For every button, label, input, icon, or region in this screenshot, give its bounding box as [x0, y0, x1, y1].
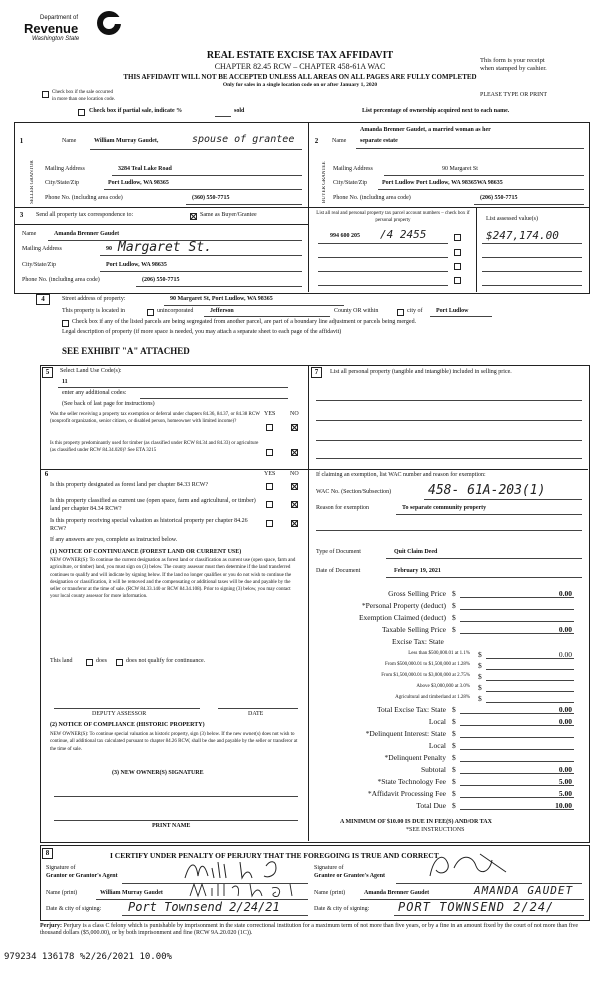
seller-city-label: City/State/Zip [45, 180, 79, 186]
personal-property-line-3[interactable] [316, 440, 582, 441]
taxable-label: Taxable Selling Price [381, 625, 446, 634]
section-5-number: 5 [42, 367, 53, 378]
dor-logo-icon [94, 8, 124, 38]
new-owner-sig-line-1[interactable] [54, 796, 298, 797]
sold-label: sold [234, 108, 245, 114]
local-value[interactable]: 0.00 [558, 717, 572, 726]
buyer-phone-label: Phone No. (including area code) [333, 195, 411, 201]
document-date-line [386, 577, 582, 578]
legal-label: Legal description of property (if more space is needed, you may attach a separate sheet to each page of the affidavit) [62, 329, 342, 335]
street-label: Street address of property: [62, 296, 126, 302]
new-owner-sig-label: (3) NEW OWNER(S) SIGNATURE [112, 770, 204, 776]
taxable-line [460, 633, 574, 634]
s6-q1-yes-checkbox[interactable] [266, 482, 273, 490]
s6-question-1: Is this property designated as forest land per chapter 84.33 RCW? [50, 482, 209, 488]
section-6-number: 6 [42, 470, 51, 479]
tech-fee-value[interactable]: 5.00 [558, 777, 572, 786]
tier3-line[interactable] [486, 680, 574, 681]
deputy-date-label: DATE [248, 711, 264, 717]
additional-codes-label: enter any additional codes: [62, 390, 127, 396]
section-2-number: 2 [312, 137, 321, 146]
tier5-label: Agricultural and timberland at 1.28% [395, 695, 470, 700]
tier2-line[interactable] [486, 669, 574, 670]
s5-yes-header: YES [264, 411, 276, 417]
local-line [460, 725, 574, 726]
form-warning: THIS AFFIDAVIT WILL NOT BE ACCEPTED UNLESS ALL AREAS ON ALL PAGES ARE FULLY COMPLETED [123, 73, 477, 81]
correspondence-hline [14, 224, 308, 225]
corr-address-prefix[interactable]: 90 [106, 246, 112, 252]
tech-fee-line [460, 785, 574, 786]
notice-1-body: NEW OWNER(S): To continue the current designation as forest land or classification as current use (open space, farm and agriculture, or timber) land, you must sign on (3) below. The county assessor must then determine if the land transferred continues to qualify and will indicate by signing below. If the land no longer qualifies or you do not wish to continue the designation or classification, it will be removed and the compensating or additional taxes will be due and payable by the seller or transferor at the time of sale. (RCW 84.33.140 or RCW 84.34.108). Prior to signing (3) below, you may contact your local county assessor for more information. [50, 558, 296, 600]
property-city[interactable]: Port Ludlow [436, 308, 469, 314]
s6-question-3: Is this property receiving special valuation as historical property per chapter 84.26 RCW? [50, 518, 248, 532]
partial-sale-label: Check box if partial sale, indicate % [89, 108, 183, 114]
correspondence-label: Send all property tax correspondence to: [36, 212, 134, 218]
total-due-line [460, 809, 574, 810]
s5-q2-yes-checkbox[interactable] [266, 448, 273, 456]
assessed-line-3 [482, 271, 582, 272]
assessed-header: List assessed value(s) [486, 216, 538, 222]
document-date[interactable]: February 19, 2021 [394, 568, 441, 574]
parcel-number-prefix[interactable]: 994 600 205 [330, 233, 360, 239]
see-back-note: (See back of last page for instructions) [62, 401, 155, 407]
tier1-line [486, 658, 574, 659]
tier5-line[interactable] [486, 702, 574, 703]
perjury-notice [40, 923, 588, 937]
s5-q2-no-checkbox[interactable] [291, 448, 298, 456]
grantee-date-city-line [394, 915, 584, 916]
s5-question-1: Was the seller receiving a property tax exemption or deferral under chapters 84.36, 84.37, or 84.38 RCW (nonprofit organization, senior citizen, or disabled person, homeowner with limited income)? [50, 412, 260, 424]
minimum-note: A MINIMUM OF $10.00 IS DUE IN FEE(S) AND/OR TAX [340, 819, 492, 825]
taxable-dollar: $ [452, 625, 456, 634]
perjury-text: Perjury is a class C felony which is punishable by imprisonment in the state correctional institution for a maximum term of not more than five years, or by a fine in an amount fixed by the court of not more than five thousand dollars ($5,000.00), or by both imprisonment and fine (RCW 9A.20.020 (1C)). [40, 923, 579, 936]
grantor-sig-label-1: Signature of [46, 865, 76, 871]
grantee-date-city-label: Date & city of signing: [314, 906, 370, 912]
buyer-address[interactable]: 90 Margaret St [442, 166, 478, 172]
s6-q2-yes-checkbox[interactable] [266, 500, 273, 508]
deputy-label: DEPUTY ASSESSOR [92, 711, 147, 717]
tier1-dollar: $ [478, 650, 482, 659]
buyer-name-line1[interactable]: Amanda Brenner Gaudet, a married woman as her [360, 127, 491, 133]
buyer-phone-line [474, 204, 584, 205]
grantor-date-city-label: Date & city of signing: [46, 906, 102, 912]
section-3-number: 3 [17, 211, 26, 220]
personal-property-line-4[interactable] [316, 458, 582, 459]
parcel-line-3 [318, 271, 448, 272]
property-city-line [430, 316, 492, 317]
exhibit-a: SEE EXHIBIT "A" ATTACHED [62, 346, 190, 356]
multi-location-label-2: in more than one location code. [52, 97, 116, 102]
dor-logo [14, 8, 134, 44]
see-instructions: *SEE INSTRUCTIONS [406, 827, 465, 833]
seller-name-handwritten: spouse of grantee [192, 134, 295, 145]
multi-location-checkbox[interactable] [42, 90, 49, 98]
tier1-label: Less than $500,000.01 at 1.1% [408, 651, 470, 656]
subtotal-dollar: $ [452, 765, 456, 774]
form-title: REAL ESTATE EXCISE TAX AFFIDAVIT [206, 50, 394, 61]
buyer-name-label: Name [332, 138, 347, 144]
delinq-local-dollar: $ [452, 741, 456, 750]
corr-address-label: Mailing Address [22, 246, 62, 252]
unincorporated-label: unincorporated [157, 308, 194, 314]
s6-if-yes: If any answers are yes, complete as instructed below. [50, 537, 178, 543]
delinq-penalty-label: *Delinquent Penalty [384, 753, 446, 762]
seller-name-label: Name [62, 138, 77, 144]
reason-line-1 [396, 514, 582, 515]
s5-q1-yes-checkbox[interactable] [266, 423, 273, 431]
multi-location-label-1: Check box if the sale occurred [52, 90, 113, 95]
corr-city-label: City/State/Zip [22, 262, 56, 268]
corr-city-line [100, 271, 302, 272]
local-label: Local [428, 717, 446, 726]
delinq-penalty-line[interactable] [460, 761, 574, 762]
seller-city-line [104, 189, 302, 190]
land-use-code[interactable]: 11 [62, 379, 68, 385]
reason-label: Reason for exemption [316, 505, 369, 511]
perjury-label: Perjury: [40, 923, 62, 929]
corr-name[interactable]: Amanda Brenner Gaudet [54, 231, 120, 237]
assessed-value-handwritten: $247,174.00 [486, 229, 559, 242]
wac-label: WAC No. (Section/Subsection) [316, 489, 392, 495]
reason-line-2[interactable] [316, 530, 582, 531]
subtotal-value[interactable]: 0.00 [558, 765, 572, 774]
buyer-phone[interactable]: (206) 550-7715 [480, 195, 518, 201]
print-name-label: PRINT NAME [152, 823, 191, 829]
this-land-label: This land [50, 658, 73, 664]
delinq-state-dollar: $ [452, 729, 456, 738]
does-label: does [96, 658, 107, 664]
grantor-date-city[interactable]: Port Townsend 2/24/21 [128, 900, 280, 914]
county-label: County OR within [334, 308, 379, 314]
corr-phone-line [136, 286, 302, 287]
s6-no-header: NO [290, 471, 299, 477]
land-use-label: Select Land Use Code(s): [60, 368, 122, 374]
sections-5-7-divider [308, 365, 309, 841]
seller-address-label: Mailing Address [45, 166, 85, 172]
partial-sale-checkbox[interactable] [78, 108, 85, 116]
delinq-local-label: Local [428, 741, 446, 750]
does-not-checkbox[interactable] [116, 658, 123, 666]
section-8-number: 8 [42, 848, 53, 859]
corr-phone[interactable]: (206) 550-7715 [142, 277, 180, 283]
corr-name-label: Name [22, 231, 37, 237]
buyer-city[interactable]: Port Ludlow Port Ludlow, WA 98365WA 98635 [382, 180, 503, 186]
total-state-line [460, 713, 574, 714]
parties-hline-1 [14, 207, 589, 208]
total-due-label: Total Due [416, 801, 446, 810]
delinq-state-line[interactable] [460, 737, 574, 738]
wac-line [424, 499, 582, 500]
unincorporated-checkbox[interactable] [147, 308, 154, 316]
buyer-name-rule [356, 148, 584, 149]
buyer-name-line2[interactable]: separate estate [360, 138, 398, 144]
taxable-value[interactable]: 0.00 [558, 625, 572, 634]
parcel-3-checkbox[interactable] [454, 262, 461, 270]
grantee-name-handwritten: AMANDA GAUDET [474, 884, 574, 897]
affidavit-fee-dollar: $ [452, 789, 456, 798]
affidavit-fee-line [460, 797, 574, 798]
s6-question-2: Is this property classified as current use (open space, farm and agricultural, or timber) land per chapter 84.34 RCW? [50, 498, 256, 512]
section-6-hline [40, 469, 588, 470]
total-due-dollar: $ [452, 801, 456, 810]
print-note: PLEASE TYPE OR PRINT [480, 92, 548, 98]
county-line [204, 316, 330, 317]
wac-handwritten: 458- 61A-203(1) [428, 483, 546, 498]
same-as-buyer-checkbox[interactable] [190, 212, 197, 220]
seller-phone-line [186, 204, 302, 205]
city-of-checkbox[interactable] [397, 308, 404, 316]
grantor-date-city-line [122, 915, 308, 916]
exemption-claimed-line[interactable] [460, 621, 574, 622]
tech-fee-dollar: $ [452, 777, 456, 786]
personal-label: *Personal Property (deduct) [361, 601, 446, 610]
seller-phone-label: Phone No. (including area code) [45, 195, 123, 201]
buyer-address-label: Mailing Address [333, 166, 373, 172]
additional-codes-line [140, 398, 288, 399]
section-7-text: List all personal property (tangible and intangible) included in selling price. [330, 369, 512, 375]
subtotal-label: Subtotal [420, 765, 446, 774]
document-date-label: Date of Document [316, 568, 361, 574]
seller-address[interactable]: 3284 Teal Lake Road [118, 166, 172, 172]
section-1-number: 1 [17, 137, 26, 146]
grantor-print-signature [186, 880, 306, 900]
buyer-city-label: City/State/Zip [333, 180, 367, 186]
parcel-4-checkbox[interactable] [454, 276, 461, 284]
grantor-name-print-label: Name (print) [46, 890, 78, 896]
gross-dollar: $ [452, 589, 456, 598]
assessed-line-2 [482, 257, 582, 258]
deputy-line[interactable] [54, 708, 200, 709]
grantor-name-print[interactable]: William Murray Gaudet [100, 890, 163, 896]
delinq-state-label: *Delinquent Interest: State [365, 729, 446, 738]
tier3-dollar: $ [478, 672, 482, 681]
seller-side-label: SELLER GRANTOR [30, 160, 35, 204]
exemption-claimed-dollar: $ [452, 613, 456, 622]
exemption-claimed-label: Exemption Claimed (deduct) [358, 613, 446, 622]
receipt-note-2: when stamped by cashier. [480, 65, 547, 72]
form-subtitle: CHAPTER 82.45 RCW – CHAPTER 458-61A WAC [214, 62, 386, 71]
total-state-value[interactable]: 0.00 [558, 705, 572, 714]
buyer-city-line [378, 189, 584, 190]
grantee-signature[interactable] [420, 848, 510, 882]
seller-phone[interactable]: (360) 550-7715 [192, 195, 230, 201]
notice-2-title: (2) NOTICE OF COMPLIANCE (HISTORIC PROPERTY) [50, 722, 205, 728]
new-owner-sig-line-2[interactable] [54, 820, 298, 821]
affidavit-fee-value[interactable]: 5.00 [558, 789, 572, 798]
assessed-line-1 [482, 243, 582, 244]
exemption-reason[interactable]: To separate community property [402, 505, 487, 511]
segregated-checkbox[interactable] [62, 319, 69, 327]
corr-city[interactable]: Port Ludlow, WA 98635 [106, 262, 167, 268]
personal-property-line-2[interactable] [316, 420, 582, 421]
affidavit-fee-label: *Affidavit Processing Fee [367, 789, 446, 798]
tier2-dollar: $ [478, 661, 482, 670]
total-state-dollar: $ [452, 705, 456, 714]
tier5-dollar: $ [478, 694, 482, 703]
personal-line[interactable] [460, 609, 574, 610]
street-line [164, 305, 344, 306]
corr-phone-label: Phone No. (including area code) [22, 277, 100, 283]
gross-value[interactable]: 0.00 [558, 589, 572, 598]
parcel-line-1 [318, 243, 448, 244]
agency-line2: Revenue [24, 21, 79, 36]
s6-yes-header: YES [264, 471, 276, 477]
personal-dollar: $ [452, 601, 456, 610]
parcels-header: List all real and personal property tax parcel account numbers – check box if personal property [316, 211, 470, 223]
agency-line1: Department of [40, 15, 79, 21]
corr-address-line [100, 255, 302, 256]
recording-stamp: 979234 136178 %2/26/2021 10.00% [4, 952, 172, 962]
percentage-note: List percentage of ownership acquired next to each name. [362, 108, 510, 114]
section-7-number: 7 [311, 367, 322, 378]
property-county[interactable]: Jefferson [210, 308, 234, 314]
parcel-2-checkbox[interactable] [454, 248, 461, 256]
grantor-sig-label-2: Grantor or Grantor's Agent [46, 873, 118, 879]
partial-sale-line[interactable] [215, 116, 231, 117]
grantee-sig-label-2: Grantee or Grantee's Agent [314, 873, 386, 879]
delinq-penalty-dollar: $ [452, 753, 456, 762]
deputy-date-line[interactable] [218, 708, 298, 709]
tier4-label: Above $3,000,000 at 3.0% [416, 684, 470, 689]
document-type-label: Type of Document [316, 549, 361, 555]
exemption-label: If claiming an exemption, list WAC number and reason for exemption: [316, 472, 486, 478]
parcel-line-2 [318, 257, 448, 258]
tier4-dollar: $ [478, 683, 482, 692]
assessed-line-4 [482, 285, 582, 286]
total-due-value[interactable]: 10.00 [555, 801, 572, 810]
grantee-sig-label-1: Signature of [314, 865, 344, 871]
receipt-note-1: This form is your receipt [480, 57, 545, 64]
seller-name[interactable]: William Murray Gaudet, [94, 138, 159, 144]
notice-2-body: NEW OWNER(S): To continue special valuation as historic property, sign (3) below. If the new owner(s) does not wish to continue, all additional tax calculated pursuant to chapter 84.26 RCW, shall be due and payable by the seller or transferor at the time of sale. [50, 732, 298, 752]
s5-q1-no-checkbox[interactable] [291, 423, 298, 431]
document-type[interactable]: Quit Claim Deed [394, 549, 438, 555]
only-for-note: Only for sales in a single location code on or after January 1, 2020 [222, 82, 378, 88]
certify-text: I CERTIFY UNDER PENALTY OF PERJURY THAT THE FOREGOING IS TRUE AND CORRECT [110, 851, 439, 860]
same-as-buyer-label: Same as Buyer/Grantee [200, 212, 257, 218]
parcel-number-handwritten: /4 2455 [380, 228, 427, 241]
does-checkbox[interactable] [86, 658, 93, 666]
section-4-number: 4 [36, 294, 50, 305]
delinq-local-line[interactable] [460, 749, 574, 750]
property-street[interactable]: 90 Margaret St, Port Ludlow, WA 98365 [170, 296, 273, 302]
located-label: This property is located in [62, 308, 125, 314]
tier3-label: From $1,500,000.01 to $3,000,000 at 2.75% [381, 673, 470, 678]
tier4-line[interactable] [486, 691, 574, 692]
excise-label: Excise Tax: State [392, 637, 444, 646]
corr-address-handwritten: Margaret St. [118, 240, 212, 255]
document-type-line [386, 558, 582, 559]
seller-city[interactable]: Port Ludlow, WA 98365 [108, 180, 169, 186]
total-state-label: Total Excise Tax: State [376, 705, 446, 714]
s6-q3-yes-checkbox[interactable] [266, 519, 273, 527]
s5-question-2: Is this property predominantly used for timber (as classified under RCW 84.34 and 84.33) or agriculture (as classified under RCW 84.34.020)? See ETA 3215 [50, 441, 259, 453]
buyer-side-label: BUYER GRANTEE [322, 161, 327, 203]
seller-name-line [90, 149, 302, 150]
tech-fee-label: *State Technology Fee [377, 777, 446, 786]
s5-no-header: NO [290, 411, 299, 417]
notice-1-title: (1) NOTICE OF CONTINUANCE (FOREST LAND OR CURRENT USE) [50, 549, 242, 555]
city-of-label: city of [407, 308, 423, 314]
s6-q1-no-checkbox[interactable] [291, 482, 298, 490]
s6-q3-no-checkbox[interactable] [291, 519, 298, 527]
parcels-divider [476, 207, 477, 292]
gross-label: Gross Selling Price [388, 589, 446, 598]
parcel-line-4 [318, 285, 448, 286]
tier1-value[interactable]: 0.00 [558, 650, 572, 659]
agency-line3: Washington State [32, 36, 80, 42]
land-use-line [58, 387, 288, 388]
gross-line [460, 597, 574, 598]
personal-property-line-1[interactable] [316, 400, 582, 401]
grantee-name-print[interactable]: Amanda Brenner Gaudet [364, 890, 430, 896]
s6-q2-no-checkbox[interactable] [291, 500, 298, 508]
tier2-label: From $500,000.01 to $1,500,000 at 1.28% [385, 662, 470, 667]
buyer-address-line [384, 175, 584, 176]
segregated-label: Check box if any of the listed parcels are being segregated from another parcel, are part of a boundary line adjustment or parcels being merged. [72, 319, 417, 325]
seller-address-line [112, 175, 302, 176]
grantee-date-city[interactable]: PORT TOWNSEND 2/24/ [398, 900, 555, 914]
does-not-label: does not qualify for continuance. [126, 658, 206, 664]
local-dollar: $ [452, 717, 456, 726]
subtotal-line [460, 773, 574, 774]
grantee-name-print-label: Name (print) [314, 890, 346, 896]
parcel-1-checkbox[interactable] [454, 233, 461, 241]
